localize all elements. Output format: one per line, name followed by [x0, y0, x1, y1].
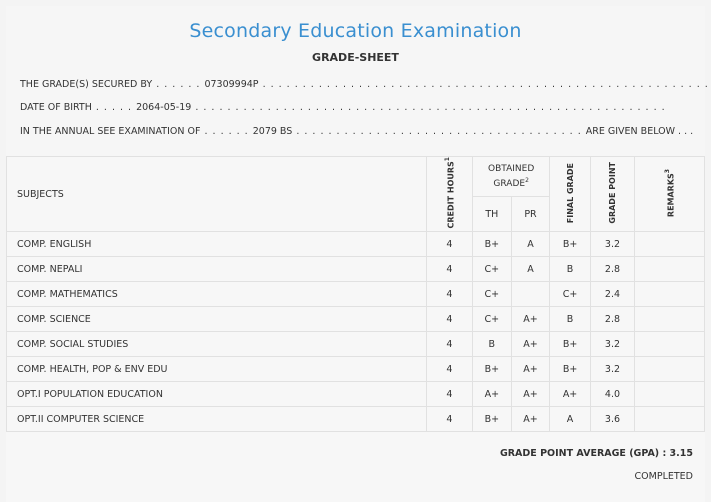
credit-cell: 4 — [426, 407, 472, 432]
table-row — [7, 257, 705, 282]
symbol-label: THE GRADE(S) SECURED BY — [20, 79, 153, 90]
pr-grade-cell: A+ — [511, 382, 550, 407]
grade-label: GRADE — [493, 179, 526, 189]
subject-cell: COMP. HEALTH, POP & ENV EDU — [7, 357, 427, 382]
pr-grade-cell: A — [511, 232, 550, 257]
pr-grade-cell — [511, 282, 550, 307]
remarks-cell — [635, 282, 705, 307]
th-grade-cell: B+ — [472, 232, 511, 257]
footnote-2: 2 — [525, 177, 529, 184]
subject-cell: COMP. NEPALI — [7, 257, 427, 282]
credit-cell: 4 — [426, 257, 472, 282]
remarks-header — [635, 157, 705, 232]
pr-grade-cell: A+ — [511, 357, 550, 382]
grade-point-cell: 2.4 — [590, 282, 634, 307]
spacer-row — [7, 432, 705, 502]
date-of-birth-line — [20, 102, 666, 113]
dots: . . . . . . — [200, 126, 253, 137]
dots: . . . . . . — [152, 79, 205, 90]
remarks-cell — [635, 332, 705, 357]
subject-cell: COMP. SOCIAL STUDIES — [7, 332, 427, 357]
final-grade-cell: B+ — [550, 332, 590, 357]
gpa-summary: GRADE POINT AVERAGE (GPA) : 3.15 — [499, 448, 693, 459]
grade-point-label: GRADE POINT — [607, 161, 617, 224]
credit-cell: 4 — [426, 382, 472, 407]
final-grade-cell: A+ — [550, 382, 590, 407]
remarks-cell — [635, 307, 705, 332]
exam-title: Secondary Education Examination — [189, 20, 522, 42]
final-grade-cell: B+ — [550, 232, 590, 257]
th-grade-cell: B+ — [472, 357, 511, 382]
remarks-cell — [635, 232, 705, 257]
remarks-cell — [635, 257, 705, 282]
grade-point-cell: 2.8 — [590, 307, 634, 332]
grade-point-cell: 2.8 — [590, 257, 634, 282]
final-grade-cell: C+ — [550, 282, 590, 307]
grade-point-header — [590, 157, 634, 232]
status-text: COMPLETED — [634, 471, 693, 482]
symbol-number: 07309994P — [204, 79, 259, 90]
subjects-header: SUBJECTS — [7, 157, 427, 232]
final-grade-cell: B — [550, 257, 590, 282]
credit-hours-label: CREDIT HOURS — [446, 161, 456, 229]
th-grade-cell: B+ — [472, 407, 511, 432]
sheet-subtitle: GRADE-SHEET — [312, 51, 399, 64]
pr-grade-cell: A — [511, 257, 550, 282]
obtained-label: OBTAINED — [488, 164, 535, 174]
th-grade-cell: A+ — [472, 382, 511, 407]
exam-label: IN THE ANNUAL SEE EXAMINATION OF — [20, 126, 201, 137]
th-grade-cell: C+ — [472, 307, 511, 332]
grade-point-cell: 3.2 — [590, 357, 634, 382]
final-grade-cell: A — [550, 407, 590, 432]
subject-cell: COMP. ENGLISH — [7, 232, 427, 257]
final-grade-label: FINAL GRADE — [565, 162, 575, 223]
exam-year-line — [20, 126, 694, 137]
final-grade-cell: B — [550, 307, 590, 332]
pr-header: PR — [511, 197, 550, 232]
table-row — [7, 282, 705, 307]
subject-cell: OPT.II COMPUTER SCIENCE — [7, 407, 427, 432]
grade-sheet — [6, 6, 709, 487]
dots: . . . . . — [91, 102, 137, 113]
th-grade-cell: B — [472, 332, 511, 357]
th-grade-cell: C+ — [472, 257, 511, 282]
remarks-cell — [635, 382, 705, 407]
grade-point-cell: 3.2 — [590, 232, 634, 257]
subject-cell: OPT.I POPULATION EDUCATION — [7, 382, 427, 407]
credit-cell: 4 — [426, 232, 472, 257]
pr-grade-cell: A+ — [511, 407, 550, 432]
credit-cell: 4 — [426, 357, 472, 382]
spacer-cell — [7, 432, 705, 502]
pr-grade-cell: A+ — [511, 307, 550, 332]
grade-point-cell: 3.6 — [590, 407, 634, 432]
given-below-text: ARE GIVEN BELOW . . . — [585, 126, 694, 137]
grade-point-cell: 3.2 — [590, 332, 634, 357]
remarks-cell — [635, 407, 705, 432]
footnote-1: 1 — [444, 157, 451, 162]
dob-value: 2064-05-19 — [136, 102, 192, 113]
exam-year: 2079 BS — [252, 126, 293, 137]
dots: . . . . . . . . . . . . . . . . . . . . . . . . . . . . . . . . . . . . . . . . . . . . . . . . . . . . . . . . — [258, 79, 709, 90]
subject-cell: COMP. SCIENCE — [7, 307, 427, 332]
remarks-cell — [635, 357, 705, 382]
credit-cell: 4 — [426, 307, 472, 332]
remarks-label: REMARKS — [666, 172, 676, 217]
credit-cell: 4 — [426, 282, 472, 307]
table-row — [7, 357, 705, 382]
footnote-3: 3 — [664, 168, 672, 173]
th-header: TH — [472, 197, 511, 232]
dots: . . . . . . . . . . . . . . . . . . . . . . . . . . . . . . . . . . . . . . . . . . . . . . . . . . . . . . . . . . . — [191, 102, 666, 113]
pr-grade-cell: A+ — [511, 332, 550, 357]
table-row — [7, 232, 705, 257]
grade-point-cell: 4.0 — [590, 382, 634, 407]
table-row — [7, 332, 705, 357]
final-grade-cell: B+ — [550, 357, 590, 382]
table-row — [7, 407, 705, 432]
subject-cell: COMP. MATHEMATICS — [7, 282, 427, 307]
credit-cell: 4 — [426, 332, 472, 357]
obtained-grade-header — [472, 157, 549, 197]
dots: . . . . . . . . . . . . . . . . . . . . . . . . . . . . . . . . . . . . — [292, 126, 586, 137]
th-grade-cell: C+ — [472, 282, 511, 307]
table-row — [7, 382, 705, 407]
final-grade-header — [550, 157, 590, 232]
table-row — [7, 307, 705, 332]
student-symbol-line — [20, 79, 709, 90]
credit-hours-header — [426, 157, 472, 232]
dob-label: DATE OF BIRTH — [20, 102, 92, 113]
